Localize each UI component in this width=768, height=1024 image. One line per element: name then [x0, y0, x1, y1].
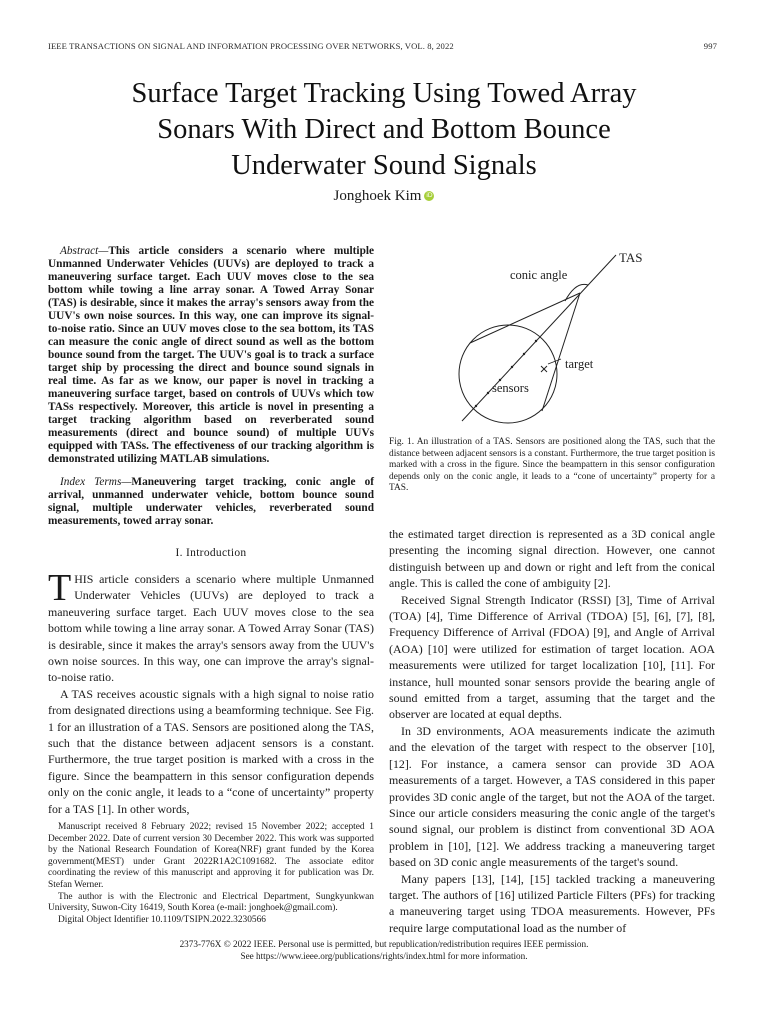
abstract-block: [48, 245, 374, 466]
footnote-affiliation: The author is with the Electronic and Electrical Department, Sungkyunkwan University, Suwon-City 16419, South Korea (e-mail: jonghoek@gmail.com).: [48, 891, 374, 914]
sensor-dot: [523, 353, 525, 355]
intro-paragraph-1: [48, 567, 374, 686]
index-terms-paragraph: [48, 476, 374, 528]
cone-circle: [459, 325, 557, 423]
sensor-dot: [511, 366, 513, 368]
right-paragraph-4: Many papers [13], [14], [15] tackled tracking a maneuvering target. The authors of [16] utilized Particle Filters (PFs) for tracking a maneuvering target using TDOA measurements. However, PFs require large computational load as the number of: [389, 871, 715, 935]
paper-title: [40, 76, 728, 184]
cone-edge-lower: [542, 293, 580, 411]
drop-cap: T: [48, 567, 72, 609]
abstract-paragraph: [48, 245, 374, 466]
cone-edge-upper: [470, 293, 580, 343]
label-sensors: sensors: [492, 381, 529, 395]
page-number: 997: [703, 41, 717, 51]
intro-paragraph-2: A TAS receives acoustic signals with a high signal to noise ratio from designated directions using a beamforming technique. See Fig. 1 for an illustration of a TAS. Sensors are positioned along the TAS, such that the distance between adjacent sensors is a constant. Furthermore, the true target position is marked with a cross in the figure. Since the beampattern in this sensor configuration depends only on the conic angle, it leads to a “cone of uncertainty” property for a TAS [1]. In other words,: [48, 686, 374, 816]
footnote-doi: Digital Object Identifier 10.1109/TSIPN.2022.3230566: [58, 914, 266, 925]
right-paragraph-3: In 3D environments, AOA measurements indicate the azimuth and the elevation of the target with respect to the observer [10], [12]. For instance, a camera sensor can provide 3D AOA measurements of a target. However, a TAS considered in this paper provides 3D conic angle of the target, but not the AOA of the target. Since our article considers measuring the conic angle of the target's sound signal, our problem is distinct from conventional 3D AOA problem in [10], [12]. We address tracking a maneuvering target based on 3D conic angle measurements of the target's sound.: [389, 723, 715, 870]
orcid-icon[interactable]: iD: [426, 192, 433, 199]
title-line-3: Underwater Sound Signals: [231, 150, 537, 181]
title-line-1: Surface Target Tracking Using Towed Array: [131, 78, 637, 109]
journal-header: IEEE TRANSACTIONS ON SIGNAL AND INFORMATION PROCESSING OVER NETWORKS, VOL. 8, 2022: [48, 41, 454, 51]
index-terms-text: Maneuvering target tracking, conic angle of arrival, unmanned underwater vehicle, bottom bounce sound signal, multiple underwater vehicles, reverberated sound measurements, towed array sonar.: [48, 476, 375, 527]
index-terms-block: [48, 476, 374, 528]
copyright-footer: [0, 938, 768, 962]
footnote-manuscript: Manuscript received 8 February 2022; revised 15 November 2022; accepted 1 December 2022. Date of current version 30 December 2022. This work was supported by the National Research Foundation of Korea(NRF) grant funded by the Korea government(MEST) under Grant 2022R1A2C1091682. The associate editor coordinating the review of this manuscript and approving it for publication was Dr. Stefan Werner.: [48, 822, 374, 890]
target-cross: [541, 366, 547, 372]
right-column-body: [389, 526, 715, 936]
author-line: [0, 188, 768, 205]
sensor-dot: [475, 405, 477, 407]
label-conic-angle: conic angle: [510, 268, 568, 282]
index-terms-label: Index Terms—: [60, 476, 132, 488]
figure-1: [430, 245, 710, 435]
footnote-block: [48, 822, 374, 926]
figure-1-caption: Fig. 1. An illustration of a TAS. Sensors are positioned along the TAS, such that the distance between adjacent sensors is a constant. Furthermore, the true target position is marked with a cross in the figure. Since the beampattern in this sensor configuration depends only on the conic angle, it leads to a “cone of uncertainty” property for a TAS.: [389, 437, 715, 494]
label-tas: TAS: [619, 250, 643, 265]
title-line-2: Sonars With Direct and Bottom Bounce: [157, 114, 611, 145]
right-paragraph-1: the estimated target direction is represented as a 3D conical angle presenting the incoming signal direction. However, one cannot distinguish between up and down or right and left from the conical angle. This is called the cone of ambiguity [2].: [389, 527, 715, 591]
intro-paragraph-1-text: HIS article considers a scenario where multiple Unmanned Underwater Vehicles (UUVs) are deployed to track a maneuvering surface target. Each UUV moves close to the sea bottom while towing a line array sonar. A Towed Array Sonar (TAS) is desirable, since it makes the array's sensors away from the UUV's own noise sources. In this way, one can improve the array's signal-to-noise ratio.: [48, 572, 374, 685]
right-paragraph-2: Received Signal Strength Indicator (RSSI) [3], Time of Arrival (TOA) [4], Time Difference of Arrival (TDOA) [5], [6], [7], [8], Frequency Difference of Arrival (FDOA) [9], and Angle of Arrival (AOA) [10] were utilized for estimation of target location. AOA measurements were utilized for target localization [10], [11]. For instance, hull mounted sonar sensors provide the bearing angle of sound emitted from a target, assuming that the target and the observer are located at equal depths.: [389, 592, 715, 722]
copyright-line-2: See https://www.ieee.org/publications/rights/index.html for more information.: [240, 951, 528, 961]
label-target: target: [565, 357, 594, 371]
introduction-body: [48, 567, 374, 817]
tas-diagram: [430, 245, 710, 435]
author-name: Jonghoek Kim: [333, 188, 422, 204]
section-heading-introduction: I. Introduction: [175, 547, 247, 559]
abstract-text: This article considers a scenario where multiple Unmanned Underwater Vehicles (UUVs) are deployed to track a maneuvering surface target. Each UUV moves close to the sea bottom while towing a line array sonar. A Towed Array Sonar (TAS) is desirable, since it makes the array's sensors away from the UUV's own noise sources. In this way, one can improve its signal-to-noise ratio. Since an UUV moves close to the sea bottom, its TAS can measure the conic angle of direct sound as well as the bottom bounce sound from the target. The UUV's goal is to track a surface target ship by processing the direct and bounce sound signals in real time. As far as we know, our paper is novel in tracking a maneuvering surface target, based on controls of UUVs which tow TASs respectively. Moreover, this article is novel in presenting a target tracking algorithm based on reverberated sound measurements (direct and bounce sound) of multiple UUVs equipped with TASs. The effectiveness of our tracking algorithm is demonstrated utilizing MATLAB simulations.: [48, 245, 374, 465]
sensor-dot: [487, 392, 489, 394]
copyright-line-1: 2373-776X © 2022 IEEE. Personal use is permitted, but republication/redistribution requires IEEE permission.: [179, 939, 589, 949]
sensor-dot: [535, 340, 537, 342]
abstract-label: Abstract—: [60, 245, 109, 257]
